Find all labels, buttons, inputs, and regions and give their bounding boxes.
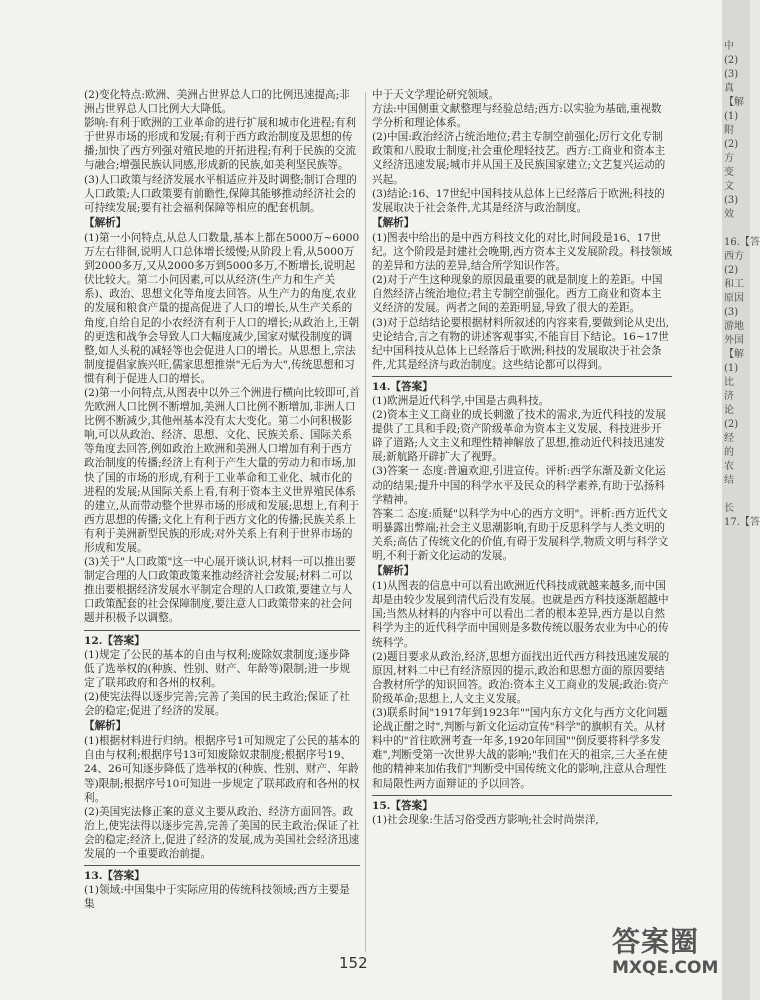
edge-text: (3) (724, 195, 739, 206)
answer-paragraph: 中于天文学理论研究领域。 (372, 89, 500, 101)
edge-text: (2) (724, 139, 739, 150)
jiexi-paragraph: (1)从图表的信息中可以看出欧洲近代科技成就越来越多,而中国却是由较少发展到清代后没有发展。也就是西方科技逐渐超越中国;当然从材料的内容中可以看出二者的根本差异,西方是以自然科学为主的近代科学而中国则是多数传统以服务农业为中心的传统科学。 (372, 580, 669, 649)
jiexi-label: 【解析】 (372, 565, 415, 578)
watermark-logo (612, 920, 742, 990)
edge-text: (3) (724, 69, 739, 80)
edge-text: (2) (724, 419, 739, 430)
edge-text: 17.【答 (724, 517, 760, 528)
edge-text: 原因 (724, 293, 744, 304)
jiexi-paragraph: (2)美国宪法修正案的意义主要从政治、经济方面回答。政治上,使宪法得以逐步完善,完善了美国的民主政治;保证了社会的稳定;经济上,促进了经济的发展,成为美国社会经济迅速发展的一个重要政治前提。 (84, 805, 360, 860)
edge-text: 16.【答 (724, 237, 760, 248)
answer-paragraph: (3)人口政策与经济发展水平相适应并及时调整;制订合理的人口政策;人口政策要有前瞻性,保障其能够推动经济社会的可持续发展;要有社会福利保障等相应的配套机制。 (84, 173, 357, 214)
edge-text: 农 (724, 461, 734, 472)
question-12-heading: 12.【答案】 (84, 630, 360, 648)
answer-paragraph: (3)结论:16、17世纪中国科技从总体上已经落后于欧洲;科技的发展取决于社会条件,尤其是经济与政治制度。 (372, 187, 665, 214)
edge-text: 文 (724, 181, 734, 192)
jiexi-label: 【解析】 (84, 216, 127, 229)
edge-text: 济 (724, 391, 734, 402)
edge-text: 结 (724, 475, 734, 486)
edge-text: 【解 (724, 97, 744, 108)
jiexi-paragraph: (1)根据材料进行归纳。根据序号1可知规定了公民的基本的自由与权利;根据序号13可知废除奴隶制度;根据序号19、24、26可知逐步降低了选举权的(种族、性别、财产、年龄等)限制;根据序号10可知进一步规定了联邦政府和各州的权利。 (84, 735, 360, 804)
edge-text: 的 (724, 447, 734, 458)
jiexi-paragraph: (1)图表中给出的是中西方科技文化的对比,时间段是16、17世纪。这个阶段是封建社会晚期,西方资本主义发展阶段。科技领域的差异和方法的差异,结合所学知识作答。 (372, 231, 672, 273)
question-13-heading: 13.【答案】 (84, 865, 360, 883)
next-page-edge (722, 0, 760, 1000)
jiexi-paragraph: (3)关于"人口政策"这一中心展开谈认识,材料一可以推出要制定合理的人口政策政策来推动经济社会发展;材料二可以推出要根据经济发展水平制定合理的人口政策,要建立与人口政策配套的社会保障制度,要注意人口政策带来的社会问题并积极予以调整。 (84, 556, 356, 625)
edge-text: (2) (724, 265, 739, 276)
edge-text: 外国 (724, 335, 744, 346)
answer-paragraph: (2)中国:政治经济占统治地位;君主专制空前强化;厉行文化专制政策和八股取士制度;社会重伦理轻技艺。西方:工商业和资本主义经济迅速发展;城市并从国王及民族国家建立;文艺复兴运动的兴起。 (372, 131, 666, 186)
jiexi-label: 【解析】 (84, 720, 127, 733)
answer-paragraph: 答案二 态度:质疑"以科学为中心的西方文明"。评析:西方近代文明暴露出弊端;社会主义思潮影响,有助于反思科学与人类文明的关系;高估了传统文化的价值,有碍于发展科学,物质文明与科学文明,不利于新文化运动的发展。 (372, 507, 669, 562)
answer-paragraph: 方法:中国侧重文献整理与经验总结;西方:以实验为基础,重视数学分析和理论体系。 (372, 103, 662, 130)
answer-paragraph: (2)变化特点:欧洲、美洲占世界总人口的比例迅速提高;非洲占世界总人口比例大大降低。 (84, 89, 350, 116)
edge-text: 经 (724, 433, 734, 444)
column-divider (365, 92, 366, 952)
question-14-heading: 14.【答案】 (372, 376, 672, 394)
edge-text: (2) (724, 55, 739, 66)
jiexi-label: 【解析】 (372, 216, 415, 229)
edge-text: (1) (724, 363, 739, 374)
page-number: 152 (339, 954, 368, 972)
jiexi-paragraph: (2)题目要求从政治,经济,思想方面找出近代西方科技迅速发展的原因,材料二中已有经济原因的提示,政治和思想方面的原因要结合教材所学的知识回答。政治:资本主义工商业的发展;政治:资产阶级革命;思想上,人文主义发展。 (372, 650, 670, 705)
edge-text: 西方 (724, 251, 744, 262)
edge-text: 游地 (724, 321, 744, 332)
answer-paragraph: (1)领域:中国集中于实际应用的传统科技领域;西方主要是集 (84, 884, 350, 911)
jiexi-paragraph: (1)第一小问特点,从总人口数量,基本上都在5000万~6000万左右徘徊,说明人口总体增长缓慢;从阶段上看,从5000万到2000多万,又从2000多万到5000多万,不断增长,说明起伏比较大。第二小问因素,可以从经济(生产力和生产关系)、政治、思想文化等角度去回答。从生产力的角度,农业的发展和粮食产量的提高促进了人口的增长,从生产关系的角度,自给自足的小农经济有利于人口的增长;从政治上,王朝的更迭和战争会导致人口大幅度减少,国家对赋役制度的调整,如人头税的减轻等也会促进人口的增长。从思想上,宗法制度提倡家族兴旺,儒家思想推崇"无后为大",传统思想和习惯有利于促进人口的增长。 (84, 231, 360, 385)
answer-paragraph: (1)欧洲是近代科学,中国是古典科技。 (372, 394, 550, 407)
question-15-heading: 15.【答案】 (372, 795, 672, 813)
answer-paragraph: 影响:有利于欧洲的工业革命的进行扩展和城市化进程;有利于世界市场的形成和发展;有利于西方政治制度及思想的传播;加快了西方列强对殖民地的开拓进程;有利于民族的交流与融合;增强民族认同感,形成新的民族,如美利坚民族等。 (84, 117, 356, 172)
edge-text: 中 (724, 41, 734, 52)
edge-text: 变 (724, 167, 734, 178)
answer-paragraph: (1)社会现象:生活习俗受西方影响;社会时尚崇洋, (372, 813, 599, 826)
right-column (372, 88, 672, 827)
answer-paragraph: (1)规定了公民的基本的自由与权利;废除奴隶制度;逐步降低了选举权的(种族、性别、财产、年龄等)限制;进一步规定了联邦政府和各州的权利。 (84, 648, 351, 689)
answer-paragraph: (3)答案一 态度:普遍欢迎,引进宣传。评析:西学东渐及新文化运动的结果;提升中国的科学水平及民众的科学素养,有助于弘扬科学精神。 (372, 465, 666, 506)
left-column (84, 88, 360, 911)
watermark-text: 答案圈 (612, 925, 700, 958)
edge-text: 【解 (724, 349, 744, 360)
edge-text: (1) (724, 111, 739, 122)
edge-text: 效 (724, 209, 734, 220)
edge-text: 比 (724, 377, 734, 388)
watermark-url: MXQE.COM (612, 958, 719, 978)
edge-text: 论 (724, 405, 734, 416)
jiexi-paragraph: (3)对于总结结论要根据材料所叙述的内容来看,要做到论从史出,史论结合,言之有物的讲述客观事实,不能盲目下结论。16~17世纪中国科技从总体上已经落后于欧洲;科技的发展取决于社会条件,尤其是经济与政治制度。这些结论都可以得到。 (372, 316, 670, 371)
edge-text: 和工 (724, 279, 744, 290)
answer-paragraph: (2)资本主义工商业的成长刺激了技术的需求,为近代科技的发展提供了工具和手段;资产阶级革命为资本主义发展、科技进步开辟了道路;人文主义和理性精神解放了思想,推动近代科技迅速发展;新航路开辟扩大了视野。 (372, 409, 666, 464)
jiexi-paragraph: (2)对于产生这种现象的原因最重要的就是制度上的差距。中国自然经济占统治地位;君主专制空前强化。西方工商业和资本主义经济的发展。两者之间的差距明显,导致了很大的差距。 (372, 274, 663, 315)
edge-text: 方 (724, 153, 734, 164)
answer-paragraph: (2)使宪法得以逐步完善;完善了美国的民主政治;保证了社会的稳定;促进了经济的发展。 (84, 690, 350, 718)
edge-text: 真 (724, 83, 734, 94)
edge-text: (3) (724, 307, 739, 318)
edge-text: 长 (724, 503, 734, 514)
jiexi-paragraph: (2)第一小问特点,从图表中以外三个洲进行横向比较即可,首先欧洲人口比例不断增加,美洲人口比例不断增加,非洲人口比例不断减少,其他州基本没有太大变化。第二小问积极影响,可以从政治、经济、思想、文化、民族关系、国际关系等角度去回答,例如政治上欧洲和美洲人口增加有利于西方政治制度的传播;经济上有利于产生大量的劳动力和市场,加快了国的市场的形成,有利于工业革命和工业化、城市化的进程的发展;从国际关系上看,有利于资本主义世界殖民体系的建立,从而带动整个世界市场的形成和发展;思想上,有利于西方思想的传播;文化上有利于西方文化的传播;民族关系上有利于美洲新型民族的形成;对外关系上有利于世界市场的形成和发展。 (84, 386, 360, 554)
edge-text: 附 (724, 125, 734, 136)
jiexi-paragraph: (3)联系时间"1917年到1923年""国内东方文化与西方文化问题论战正酣之时",判断与新文化运动宣传"科学"的旗帜有关。从材料中的"首往欧洲考查一年多,1920年回国""倒反要将科学多发难",判断受第一次世界大战的影响;"我们在天的祖宗,三大圣在使他的精神来加佑我们"判断受中国传统文化的影响,注意从合理性和局限性两方面辩证的予以回答。 (372, 707, 668, 790)
